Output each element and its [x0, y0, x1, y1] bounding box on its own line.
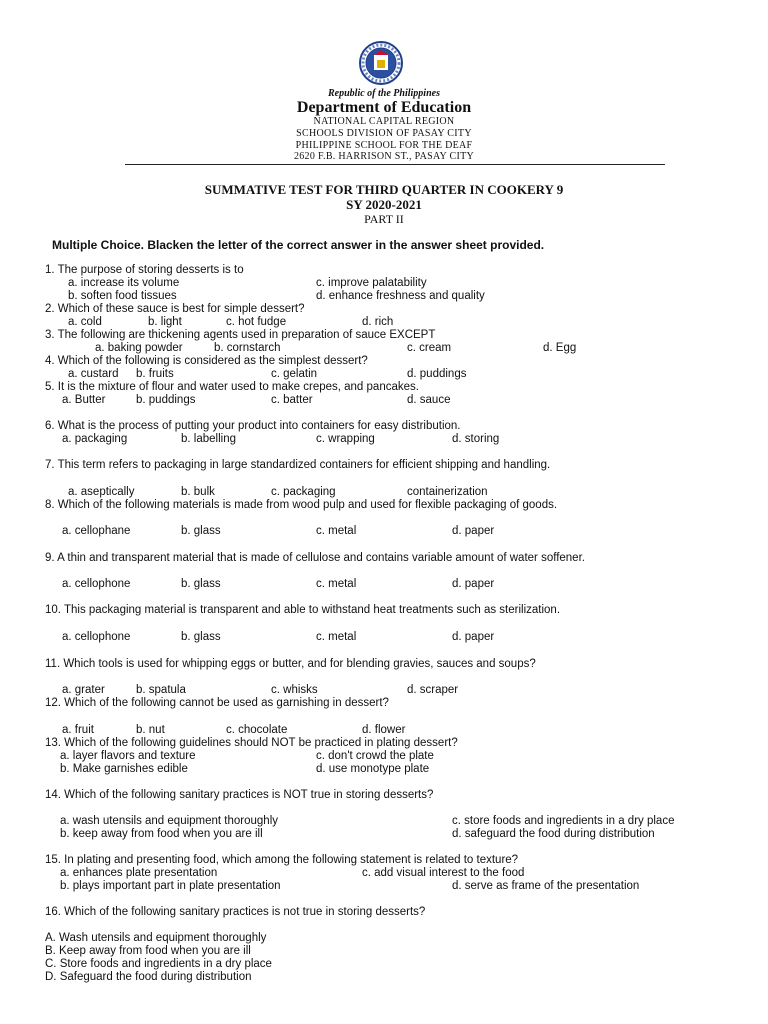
choice: d. rich — [362, 316, 394, 328]
choice: a. increase its volume — [68, 277, 180, 289]
choice: a. packaging — [62, 433, 128, 445]
question-stem: 15. In plating and presenting food, which among the following statement is related to texture? — [45, 854, 519, 866]
choice: B. Keep away from food when you are ill — [45, 945, 251, 957]
test-part: PART II — [364, 212, 404, 226]
header-republic: Republic of the Philippines — [328, 88, 440, 99]
choice: c. store foods and ingredients in a dry place — [452, 815, 675, 827]
choice: a. cellophane — [62, 525, 131, 537]
header-region: NATIONAL CAPITAL REGION — [313, 116, 455, 127]
choice: b. Make garnishes edible — [60, 763, 188, 775]
choice: c. metal — [316, 631, 357, 643]
choice: a. enhances plate presentation — [60, 867, 218, 879]
choice: c. metal — [316, 525, 357, 537]
choice: a. layer flavors and texture — [60, 750, 196, 762]
choice: c. metal — [316, 578, 357, 590]
choice: c. wrapping — [316, 433, 375, 445]
instructions: Multiple Choice. Blacken the letter of the correct answer in the answer sheet provided. — [52, 238, 545, 252]
choice: d. scraper — [407, 684, 459, 696]
question-stem: 3. The following are thickening agents used in preparation of sauce EXCEPT — [45, 329, 436, 341]
question-stem: 4. Which of the following is considered as the simplest dessert? — [45, 355, 368, 367]
choice: a. aseptically — [68, 486, 135, 498]
choice: b. keep away from food when you are ill — [60, 828, 263, 840]
choice: c. add visual interest to the food — [362, 867, 525, 879]
header-department: Department of Education — [296, 99, 472, 116]
choice: a. wash utensils and equipment thoroughly — [60, 815, 279, 827]
choice: c. whisks — [271, 684, 318, 696]
choice: d. storing — [452, 433, 500, 445]
choice: C. Store foods and ingredients in a dry place — [45, 958, 272, 970]
choice: b. light — [148, 316, 182, 328]
choice: c. don't crowd the plate — [316, 750, 434, 762]
choice: a. cellophone — [62, 578, 131, 590]
test-title: SUMMATIVE TEST FOR THIRD QUARTER IN COOKERY 9 — [204, 182, 564, 197]
question-stem: 8. Which of the following materials is made from wood pulp and used for flexible packaging of goods. — [45, 499, 558, 511]
choice: a. baking powder — [95, 342, 183, 354]
choice: d. safeguard the food during distribution — [452, 828, 655, 840]
choice: d. sauce — [407, 394, 451, 406]
choice: containerization — [407, 486, 488, 498]
question-stem: 10. This packaging material is transparent and able to withstand heat treatments such as sterilization. — [45, 604, 561, 616]
choice: b. labelling — [181, 433, 236, 445]
choice: b. bulk — [181, 486, 215, 498]
question-stem: 7. This term refers to packaging in large standardized containers for efficient shipping and handling. — [45, 459, 551, 471]
choice: A. Wash utensils and equipment thoroughly — [45, 932, 267, 944]
question-stem: 16. Which of the following sanitary practices is not true in storing desserts? — [45, 906, 426, 918]
choice: b. glass — [181, 631, 221, 643]
choice: a. cold — [68, 316, 102, 328]
choice: b. nut — [136, 724, 165, 736]
choice: a. grater — [62, 684, 105, 696]
question-stem: 6. What is the process of putting your product into containers for easy distribution. — [45, 420, 461, 432]
choice: b. fruits — [136, 368, 174, 380]
question-stem: 14. Which of the following sanitary practices is NOT true in storing desserts? — [45, 789, 434, 801]
question-stem: 9. A thin and transparent material that is made of cellulose and contains variable amount of water soffener. — [45, 552, 585, 564]
choice: d. serve as frame of the presentation — [452, 880, 640, 892]
choice: b. soften food tissues — [68, 290, 177, 302]
choice: c. gelatin — [271, 368, 318, 380]
choice: a. fruit — [62, 724, 94, 736]
question-stem: 2. Which of these sauce is best for simple dessert? — [45, 303, 305, 315]
question-stem: 1. The purpose of storing desserts is to — [45, 264, 244, 276]
choice: d. paper — [452, 578, 495, 590]
question-stem: 13. Which of the following guidelines should NOT be practiced in plating dessert? — [45, 737, 458, 749]
choice: d. use monotype plate — [316, 763, 430, 775]
choice: b. puddings — [136, 394, 196, 406]
choice: b. glass — [181, 525, 221, 537]
choice: c. improve palatability — [316, 277, 427, 289]
choice: a. cellophone — [62, 631, 131, 643]
choice: d. flower — [362, 724, 406, 736]
choice: b. glass — [181, 578, 221, 590]
question-stem: 11. Which tools is used for whipping eggs or butter, and for blending gravies, sauces and soups? — [45, 658, 536, 670]
choice: c. cream — [407, 342, 452, 354]
question-stem: 5. It is the mixture of flour and water used to make crepes, and pancakes. — [45, 381, 419, 393]
deped-seal-logo — [350, 40, 412, 86]
choice: b. spatula — [136, 684, 186, 696]
choice: c. chocolate — [226, 724, 288, 736]
choice: c. packaging — [271, 486, 336, 498]
header-division: SCHOOLS DIVISION OF PASAY CITY — [296, 128, 472, 139]
choice: d. paper — [452, 631, 495, 643]
choice: b. plays important part in plate presentation — [60, 880, 281, 892]
choice: c. hot fudge — [226, 316, 287, 328]
choice: a. custard — [68, 368, 119, 380]
choice: d. puddings — [407, 368, 467, 380]
choice: D. Safeguard the food during distribution — [45, 971, 252, 983]
choice: d. Egg — [543, 342, 577, 354]
choice: d. enhance freshness and quality — [316, 290, 485, 302]
header-divider — [125, 164, 665, 165]
choice: d. paper — [452, 525, 495, 537]
header-address: 2620 F.B. HARRISON ST., PASAY CITY — [293, 151, 475, 162]
header-school: PHILIPPINE SCHOOL FOR THE DEAF — [295, 140, 473, 151]
choice: c. batter — [271, 394, 313, 406]
school-year: SY 2020-2021 — [346, 197, 422, 212]
choice: b. cornstarch — [214, 342, 281, 354]
choice: a. Butter — [62, 394, 106, 406]
question-stem: 12. Which of the following cannot be used as garnishing in dessert? — [45, 697, 389, 709]
